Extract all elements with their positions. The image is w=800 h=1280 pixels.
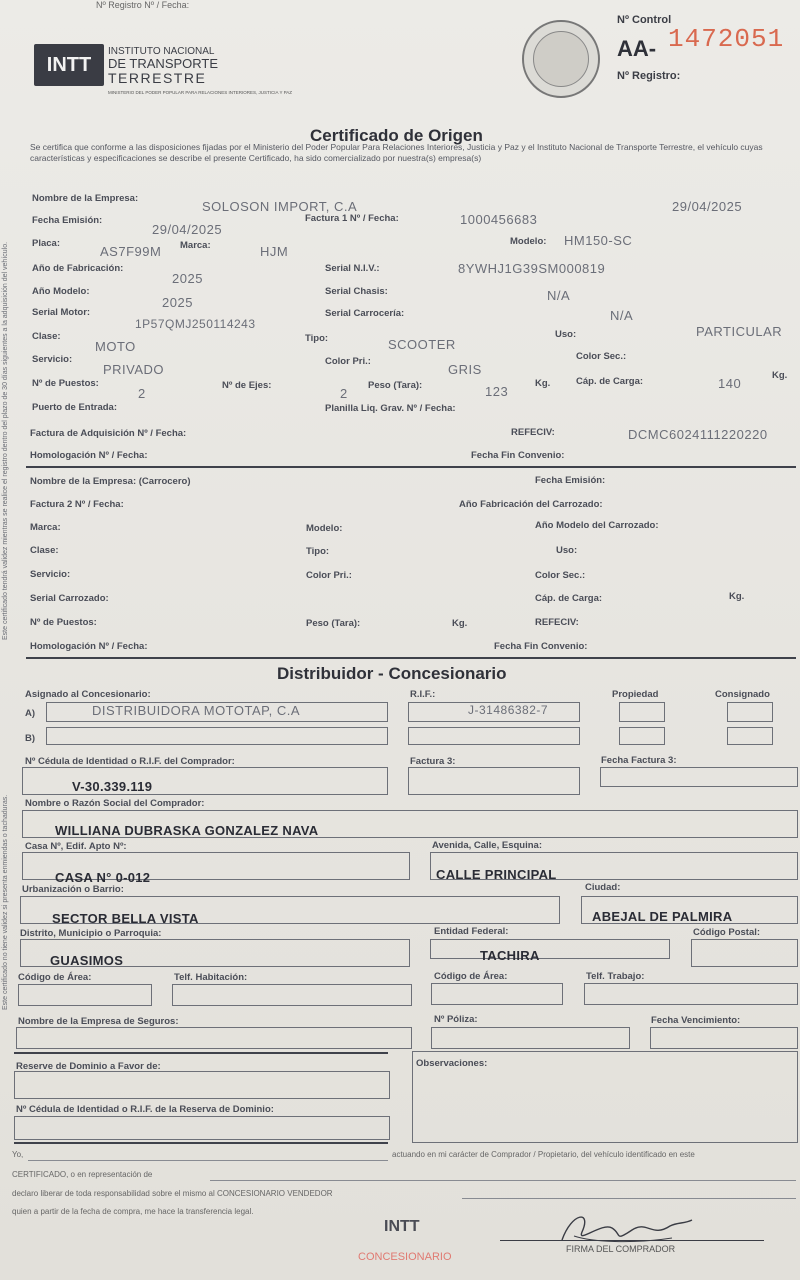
clase-label: Clase: (32, 331, 61, 342)
distribuidor-title: Distribuidor - Concesionario (277, 664, 507, 683)
divider-4 (14, 1142, 388, 1144)
planilla-label: Planilla Liq. Grav. Nº / Fecha: (325, 403, 456, 414)
factura-label: Factura 1 Nº / Fecha: (305, 213, 399, 224)
control-number: 1472051 (668, 24, 785, 54)
telf-hab-label: Telf. Habitación: (174, 972, 248, 983)
serial-carroceria-value: N/A (610, 308, 634, 323)
factura-value: 1000456683 (460, 212, 538, 227)
telf-trab-label: Telf. Trabajo: (586, 971, 645, 982)
s2-carga-kg: Kg. (729, 591, 745, 602)
fecha-emision-value: 29/04/2025 (152, 222, 223, 237)
s2-refeciv-label: REFECIV: (535, 617, 579, 628)
color-pri-label: Color Pri.: (325, 356, 371, 367)
ciudad-value: ABEJAL DE PALMIRA (592, 909, 733, 924)
yo-line (28, 1160, 388, 1161)
carga-label: Cáp. de Carga: (576, 376, 644, 387)
concesionario-stamp: CONCESIONARIO (358, 1251, 452, 1263)
row-b-label: B) (25, 733, 36, 744)
propiedad-a-checkbox[interactable] (619, 702, 665, 722)
observaciones-label: Observaciones: (416, 1058, 488, 1069)
observaciones-field[interactable] (412, 1051, 798, 1143)
carga-value: 140 (718, 376, 742, 391)
peso-kg: Kg. (535, 378, 551, 389)
s2-carga-label: Cáp. de Carga: (535, 593, 603, 604)
s2-fecha-fin-label: Fecha Fin Convenio: (494, 641, 588, 652)
urbanizacion-value: SECTOR BELLA VISTA (52, 911, 199, 926)
logo-line1: INSTITUTO NACIONAL (108, 46, 215, 57)
control-prefix: AA- (617, 36, 657, 61)
serial-motor-label: Serial Motor: (32, 307, 91, 318)
s2-color-pri-label: Color Pri.: (306, 570, 352, 581)
s2-fecha-emision-label: Fecha Emisión: (535, 475, 606, 486)
tipo-label: Tipo: (305, 333, 329, 344)
s2-anio-fab-label: Año Fabricación del Carrozado: (459, 499, 603, 510)
ejes-value: 2 (340, 386, 348, 401)
anio-fab-value: 2025 (172, 271, 203, 286)
footer-declaro: declaro liberar de toda responsabilidad sobre el mismo al CONCESIONARIO VENDEDOR (12, 1189, 333, 1198)
casa-label: Casa Nº, Edif. Apto Nº: (25, 841, 127, 852)
carrocero-label: Nombre de la Empresa: (Carrocero) (30, 476, 191, 487)
color-pri-value: GRIS (448, 362, 482, 377)
cedula-value: V-30.339.119 (72, 779, 153, 794)
entidad-label: Entidad Federal: (434, 926, 509, 937)
factura3-field[interactable] (408, 767, 580, 795)
serial-carroceria-label: Serial Carrocería: (325, 308, 405, 319)
serial-niv-value: 8YWHJ1G39SM000819 (458, 261, 606, 276)
marca-label: Marca: (180, 240, 211, 251)
divider-2 (26, 657, 796, 659)
s2-homologacion-label: Homologación Nº / Fecha: (30, 641, 148, 652)
postal-field[interactable] (691, 939, 798, 967)
refeciv-value: DCMC6024111220220 (628, 427, 768, 442)
cedula-label: Nº Cédula de Identidad o R.I.F. del Comprador: (25, 756, 235, 767)
consignado-label: Consignado (715, 689, 770, 700)
marca-value: HJM (260, 244, 289, 259)
fecha-emision-label: Fecha Emisión: (32, 215, 103, 226)
carga-kg: Kg. (772, 370, 788, 381)
modelo-value: HM150-SC (564, 233, 633, 248)
puestos-label: Nº de Puestos: (32, 378, 99, 389)
s2-anio-modelo-label: Año Modelo del Carrozado: (535, 520, 659, 531)
reserva-ced-field[interactable] (14, 1116, 390, 1140)
s2-puestos-label: Nº de Puestos: (30, 617, 97, 628)
s2-serial-label: Serial Carrozado: (30, 593, 109, 604)
anio-modelo-value: 2025 (162, 295, 193, 310)
s2-marca-label: Marca: (30, 522, 61, 533)
avenida-value: CALLE PRINCIPAL (436, 867, 557, 882)
telf-hab-field[interactable] (172, 984, 412, 1006)
reserva-ced-label: Nº Cédula de Identidad o R.I.F. de la Reserva de Dominio: (16, 1104, 274, 1115)
area2-field[interactable] (431, 983, 563, 1005)
area-label: Código de Área: (18, 972, 92, 983)
postal-label: Código Postal: (693, 927, 761, 938)
reserva-label: Reserve de Dominio a Favor de: (16, 1061, 161, 1072)
s2-tipo-label: Tipo: (306, 546, 330, 557)
propiedad-label: Propiedad (612, 689, 659, 700)
peso-value: 123 (485, 384, 509, 399)
empresa-label: Nombre de la Empresa: (32, 193, 139, 204)
s2-color-sec-label: Color Sec.: (535, 570, 586, 581)
reserva-field[interactable] (14, 1071, 390, 1099)
rif-value: J-31486382-7 (468, 703, 549, 717)
concesionario-b-field[interactable] (46, 727, 388, 745)
anio-modelo-label: Año Modelo: (32, 286, 90, 297)
placa-label: Placa: (32, 238, 60, 249)
entidad-value: TACHIRA (480, 948, 540, 963)
propiedad-b-checkbox[interactable] (619, 727, 665, 745)
rif-label: R.I.F.: (410, 689, 436, 700)
declaro-line (462, 1198, 796, 1199)
clase-value: MOTO (95, 339, 136, 354)
anio-fab-label: Año de Fabricación: (32, 263, 124, 274)
serial-niv-label: Serial N.I.V.: (325, 263, 380, 274)
puerto-label: Puerto de Entrada: (32, 402, 117, 413)
servicio-label: Servicio: (32, 354, 73, 365)
footer-caracter: actuando en mi carácter de Comprador / Propietario, del vehículo identificado en este (392, 1150, 695, 1159)
nombre-value: WILLIANA DUBRASKA GONZALEZ NAVA (55, 823, 319, 838)
tipo-value: SCOOTER (388, 337, 456, 352)
factura-adq-label: Factura de Adquisición Nº / Fecha: (30, 428, 187, 439)
color-sec-label: Color Sec.: (576, 351, 627, 362)
s2-peso-label: Peso (Tara): (306, 618, 361, 629)
side-note-top: Este certificado tendrá validez mientras se realice el registro dentro del plazo de 30 días siguientes a la adquisición del vehículo. (2, 241, 9, 640)
s2-peso-kg: Kg. (452, 618, 468, 629)
modelo-label: Modelo: (510, 236, 547, 247)
footer-quien: quien a partir de la fecha de compra, me hace la transferencia legal. (12, 1207, 254, 1216)
urbanizacion-label: Urbanización o Barrio: (22, 884, 124, 895)
fecha-factura3-label: Fecha Factura 3: (601, 755, 677, 766)
seguros-label: Nombre de la Empresa de Seguros: (18, 1016, 179, 1027)
official-seal (522, 20, 600, 98)
distrito-value: GUASIMOS (50, 953, 124, 968)
poliza-label: Nº Póliza: (434, 1014, 478, 1025)
s2-factura-label: Factura 2 Nº / Fecha: (30, 499, 124, 510)
footer-intt: INTT (384, 1218, 420, 1235)
consignado-a-checkbox[interactable] (727, 702, 773, 722)
vencimiento-label: Fecha Vencimiento: (651, 1015, 741, 1026)
nombre-label: Nombre o Razón Social del Comprador: (25, 798, 205, 809)
refeciv-label: REFECIV: (511, 427, 555, 438)
row-a-label: A) (25, 708, 36, 719)
factura-fecha-value: 29/04/2025 (672, 199, 743, 214)
vencimiento-field[interactable] (650, 1027, 798, 1049)
firma-label: FIRMA DEL COMPRADOR (566, 1244, 676, 1254)
certificate-title: Certificado de Origen (310, 126, 483, 145)
entidad-field[interactable] (430, 939, 670, 959)
consignado-b-checkbox[interactable] (727, 727, 773, 745)
fecha-fin-label: Fecha Fin Convenio: (471, 450, 565, 461)
top-registro-label: Nº Registro Nº / Fecha: (96, 0, 190, 10)
casa-value: CASA N° 0-012 (55, 870, 151, 885)
rif-b-field[interactable] (408, 727, 580, 745)
footer-certificado: CERTIFICADO, o en representación de (12, 1170, 153, 1179)
factura3-label: Factura 3: (410, 756, 456, 767)
asignado-label: Asignado al Concesionario: (25, 689, 151, 700)
divider-3 (14, 1052, 388, 1054)
representacion-line (210, 1180, 796, 1181)
serial-motor-value: 1P57QMJ250114243 (135, 317, 256, 331)
s2-servicio-label: Servicio: (30, 569, 71, 580)
seguros-field[interactable] (16, 1027, 412, 1049)
puestos-value: 2 (138, 386, 146, 401)
homologacion-label: Homologación Nº / Fecha: (30, 450, 148, 461)
intt-logo: INTT (34, 44, 104, 86)
poliza-field[interactable] (431, 1027, 630, 1049)
s2-modelo-label: Modelo: (306, 523, 343, 534)
footer-yo: Yo, (12, 1150, 24, 1159)
divider-1 (26, 466, 796, 468)
empresa-value: SOLOSON IMPORT, C.A (202, 199, 358, 214)
peso-label: Peso (Tara): (368, 380, 423, 391)
registro-label: Nº Registro: (617, 70, 681, 82)
uso-label: Uso: (555, 329, 577, 340)
side-note-bottom: Este certificado no tiene validez si presenta enmiendas o tachaduras. (2, 794, 9, 1010)
s2-clase-label: Clase: (30, 545, 59, 556)
serial-chasis-label: Serial Chasis: (325, 286, 388, 297)
distrito-label: Distrito, Municipio o Parroquia: (20, 928, 162, 939)
intro-text: Se certifica que conforme a las disposiciones fijadas por el Ministerio del Poder Popular Para Relaciones Interiores, Justicia y Paz y el Instituto Nacional de Transporte Terrestre, el vehículo cuyas características y especificaciones se describe el presente Certificado, ha sido comercializado por nuestra(s) empresa(s) (30, 142, 763, 163)
s2-uso-label: Uso: (556, 545, 578, 556)
uso-value: PARTICULAR (696, 324, 783, 339)
fecha-factura3-field[interactable] (600, 767, 798, 787)
ejes-label: Nº de Ejes: (222, 380, 272, 391)
area2-label: Código de Área: (434, 971, 508, 982)
serial-chasis-value: N/A (547, 288, 571, 303)
avenida-label: Avenida, Calle, Esquina: (432, 840, 542, 851)
ciudad-label: Ciudad: (585, 882, 621, 893)
telf-trab-field[interactable] (584, 983, 798, 1005)
control-label: Nº Control (617, 14, 672, 26)
firma-line (500, 1240, 764, 1241)
logo-line2: DE TRANSPORTE (108, 56, 219, 71)
servicio-value: PRIVADO (103, 362, 165, 377)
logo-subtitle: MINISTERIO DEL PODER POPULAR PARA RELACIONES INTERIORES, JUSTICIA Y PAZ (108, 90, 293, 95)
area-field[interactable] (18, 984, 152, 1006)
concesionario-value: DISTRIBUIDORA MOTOTAP, C.A (92, 703, 301, 718)
logo-line3: TERRESTRE (108, 70, 207, 86)
placa-value: AS7F99M (100, 244, 162, 259)
